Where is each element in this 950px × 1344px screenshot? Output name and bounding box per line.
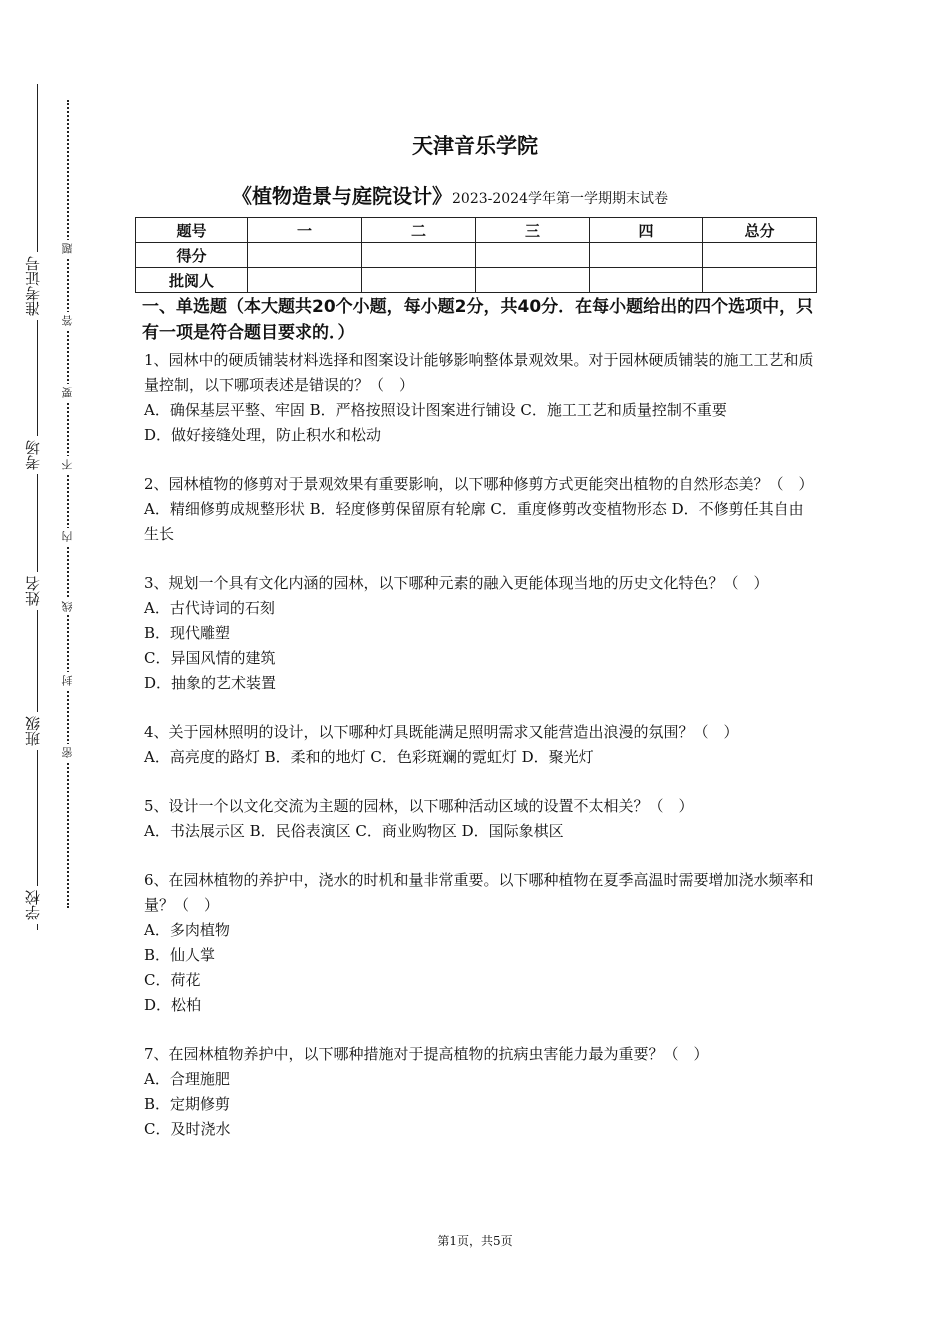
score-cell[interactable]: [248, 243, 362, 268]
table-header-cell: 三: [476, 218, 590, 243]
score-cell[interactable]: [590, 243, 703, 268]
score-row: [136, 243, 817, 268]
seal-char: 线: [60, 598, 76, 615]
seal-char: 要: [60, 384, 76, 401]
page-footer: 第1页，共5页: [437, 1234, 513, 1248]
table-header-cell: 一: [248, 218, 362, 243]
row-label: 批阅人: [136, 268, 248, 293]
binding-margin: [0, 0, 110, 1344]
row-label: 得分: [136, 243, 248, 268]
class-label: 班级: [22, 712, 44, 750]
score-cell[interactable]: [362, 243, 476, 268]
score-cell[interactable]: [476, 243, 590, 268]
question-6: [144, 868, 816, 1018]
option-b: B．仙人掌: [144, 946, 216, 964]
score-cell[interactable]: [703, 243, 817, 268]
seal-char: 不: [60, 456, 76, 473]
question-2: [144, 472, 816, 547]
grader-row: [136, 268, 817, 293]
table-header-cell: 总分: [703, 218, 817, 243]
question-1: [144, 348, 816, 448]
term-label: 2023-2024学年第一学期期末试卷: [452, 191, 668, 207]
binding-solid-line: [37, 84, 38, 930]
course-name: 《植物造景与庭院设计》: [232, 184, 452, 208]
grader-cell[interactable]: [362, 268, 476, 293]
score-table: [135, 217, 817, 293]
option-a: A．多肉植物: [144, 921, 230, 939]
option-a: A．古代诗词的石刻: [144, 599, 275, 617]
school-label: 学校: [22, 886, 44, 924]
seal-char: 内: [60, 528, 76, 545]
question-5: [144, 794, 816, 844]
table-header-cell: 题号: [136, 218, 248, 243]
question-4: [144, 720, 816, 770]
student-name-label: 姓名: [22, 572, 44, 610]
table-header-cell: 二: [362, 218, 476, 243]
school-title: 天津音乐学院: [412, 134, 538, 158]
score-table-header-row: [136, 218, 817, 243]
seal-char: 答: [60, 312, 76, 329]
question-stem: 6、在园林植物的养护中，浇水的时机和量非常重要。以下哪种植物在夏季高温时需要增加浇水频率和量？（ ）: [144, 871, 814, 914]
exam-content: [144, 294, 816, 1166]
question-options: D．做好接缝处理，防止积水和松动: [144, 426, 382, 444]
question-options: A．书法展示区 B．民俗表演区 C．商业购物区 D．国际象棋区: [144, 822, 564, 840]
seal-dotted-line: [67, 100, 69, 908]
grader-cell[interactable]: [703, 268, 817, 293]
question-stem: 3、规划一个具有文化内涵的园林，以下哪种元素的融入更能体现当地的历史文化特色？（ ）: [144, 574, 769, 592]
question-options: A．精细修剪成规整形状 B．轻度修剪保留原有轮廓 C．重度修剪改变植物形态 D．不修剪任其自由生长: [144, 500, 804, 543]
question-options: A．确保基层平整、牢固 B．严格按照设计图案进行铺设 C．施工工艺和质量控制不重要: [144, 401, 727, 419]
grader-cell[interactable]: [590, 268, 703, 293]
admission-number-label: 准考证号: [22, 252, 44, 320]
option-b: B．定期修剪: [144, 1095, 231, 1113]
option-c: C．荷花: [144, 971, 201, 989]
option-d: D．松柏: [144, 996, 202, 1014]
seal-char: 密: [60, 744, 76, 761]
question-stem: 1、园林中的硬质铺装材料选择和图案设计能够影响整体景观效果。对于园林硬质铺装的施工工艺和质量控制，以下哪项表述是错误的？（ ）: [144, 351, 814, 394]
question-stem: 5、设计一个以文化交流为主题的园林，以下哪种活动区域的设置不太相关？（ ）: [144, 797, 694, 815]
question-stem: 7、在园林植物养护中，以下哪种措施对于提高植物的抗病虫害能力最为重要？（ ）: [144, 1045, 709, 1063]
seal-char: 题: [60, 240, 76, 257]
table-header-cell: 四: [590, 218, 703, 243]
grader-cell[interactable]: [248, 268, 362, 293]
question-stem: 4、关于园林照明的设计，以下哪种灯具既能满足照明需求又能营造出浪漫的氛围？（ ）: [144, 723, 739, 741]
exam-room-label: 考场: [22, 436, 44, 474]
option-b: B．现代雕塑: [144, 624, 231, 642]
option-c: C．及时浇水: [144, 1120, 231, 1138]
section-title: 一、单选题（本大题共20个小题，每小题2分，共40分．在每小题给出的四个选项中，只有一项是符合题目要求的．）: [142, 297, 814, 343]
option-c: C．异国风情的建筑: [144, 649, 276, 667]
option-d: D．抽象的艺术装置: [144, 674, 277, 692]
question-stem: 2、园林植物的修剪对于景观效果有重要影响，以下哪种修剪方式更能突出植物的自然形态美？（ ）: [144, 475, 814, 493]
grader-cell[interactable]: [476, 268, 590, 293]
exam-subtitle: [232, 180, 668, 209]
question-7: [144, 1042, 816, 1142]
option-a: A．合理施肥: [144, 1070, 230, 1088]
question-options: A．高亮度的路灯 B．柔和的地灯 C．色彩斑斓的霓虹灯 D．聚光灯: [144, 748, 594, 766]
seal-char: 封: [60, 672, 76, 689]
question-3: [144, 571, 816, 696]
